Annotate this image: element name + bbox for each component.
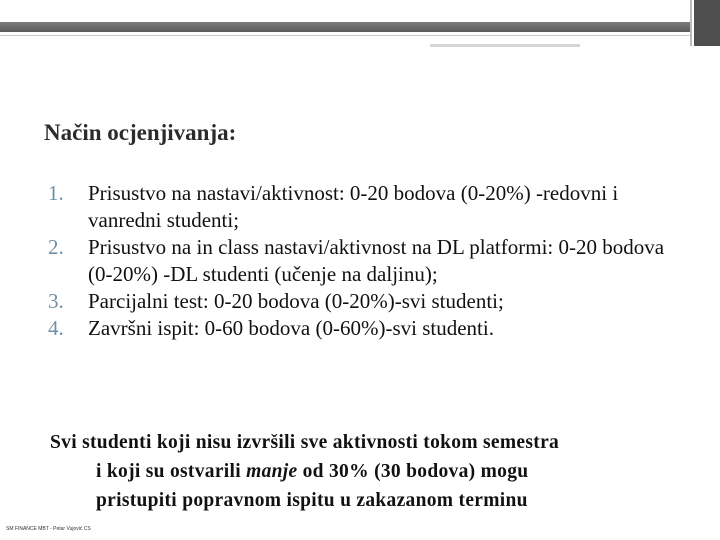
note-emphasis: manje [246, 461, 298, 482]
remedial-exam-note [50, 428, 690, 515]
header-corner-stripe [690, 0, 692, 46]
slide-title: Način ocjenjivanja: [44, 120, 237, 145]
header-corner-block [694, 0, 720, 46]
list-item-text: Završni ispit: 0-60 bodova (0-60%)-svi studenti. [88, 316, 494, 340]
list-number: 4. [48, 316, 64, 340]
list-item-text: Parcijalni test: 0-20 bodova (0-20%)-svi studenti; [88, 289, 504, 313]
list-item [48, 180, 688, 234]
list-item [48, 234, 688, 288]
note-line-2-start: i koji su ostvarili [96, 461, 247, 482]
list-number: 2. [48, 235, 64, 259]
list-item [48, 288, 688, 315]
list-item [48, 315, 688, 342]
header-decoration [0, 0, 720, 24]
list-item-text: Prisustvo na in class nastavi/aktivnost na DL platformi: 0-20 bodova (0-20%) -DL studenti (učenje na daljinu); [88, 235, 665, 286]
list-number: 1. [48, 181, 64, 205]
note-line-1: Svi studenti koji nisu izvršili sve aktivnosti tokom semestra [50, 432, 560, 453]
note-line-3: pristupiti popravnom ispitu u zakazanom terminu [96, 490, 528, 511]
header-band [0, 22, 690, 32]
header-divider [0, 35, 690, 36]
grading-list [48, 180, 688, 342]
note-line-2-end: od 30% (30 bodova) mogu [297, 461, 529, 482]
header-short-divider [430, 44, 580, 47]
slide-footer: SM FINANCE MBT - Petar Vujović CS [6, 526, 91, 532]
note-line-2 [50, 457, 690, 486]
list-item-text: Prisustvo na nastavi/aktivnost: 0-20 bodova (0-20%) -redovni i vanredni studenti; [88, 181, 619, 232]
list-number: 3. [48, 289, 64, 313]
